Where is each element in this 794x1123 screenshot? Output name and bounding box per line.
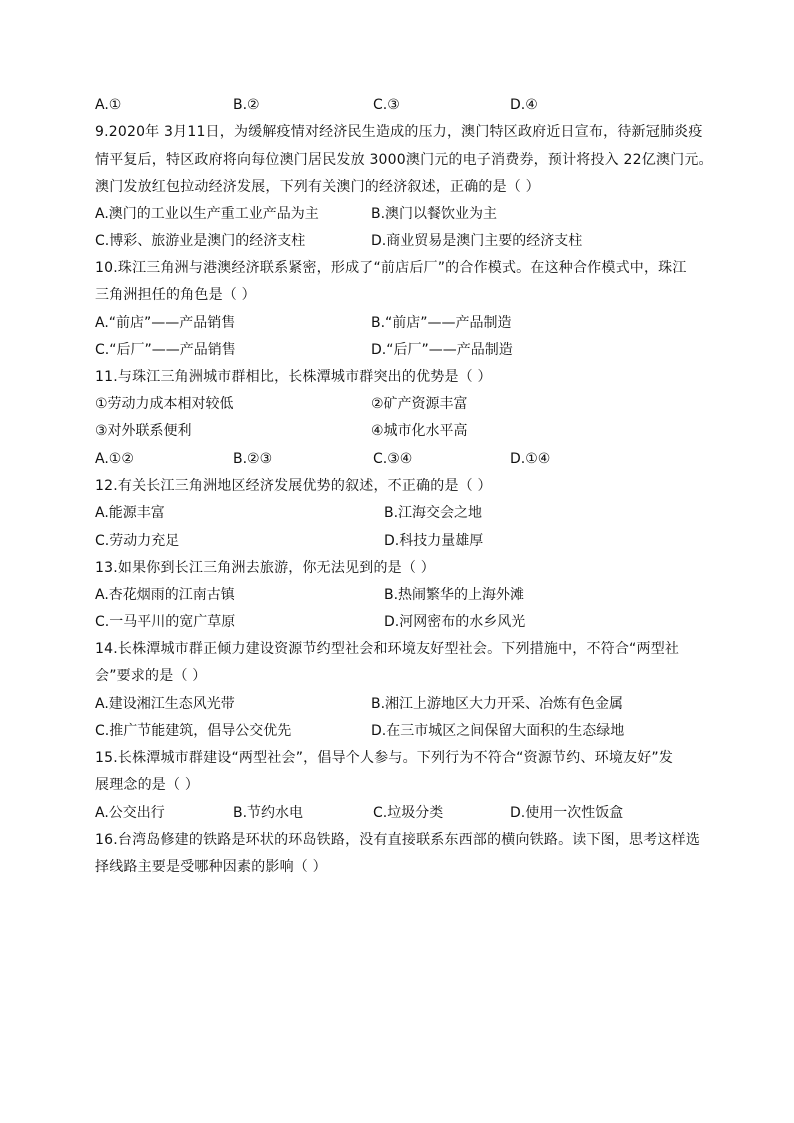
q10-stem-line-2: 三角洲担任的角色是（ ）: [95, 287, 256, 303]
q12-stem: 12.有关长江三角洲地区经济发展优势的叙述，不正确的是（ ）: [95, 478, 492, 494]
q15-option-c: C.垃圾分类: [373, 805, 444, 821]
q16-stem-line-1: 16.台湾岛修建的铁路是环状的环岛铁路，没有直接联系东西部的横向铁路。读下图，思考这样选: [95, 832, 701, 848]
q14-option-a: A.建设湘江生态风光带: [95, 696, 235, 712]
q12-option-d: D.科技力量雄厚: [384, 533, 484, 549]
q12-option-c: C.劳动力充足: [95, 533, 180, 549]
q10-option-d: D.“后厂”——产品制造: [371, 342, 513, 358]
q11-item-2: ②矿产资源丰富: [371, 396, 468, 412]
q9-option-a: A.澳门的工业以生产重工业产品为主: [95, 206, 319, 222]
q8-option-a: A.①: [95, 97, 122, 113]
q8-option-b: B.②: [233, 97, 260, 113]
q14-option-c: C.推广节能建筑，倡导公交优先: [95, 723, 292, 739]
q12-option-a: A.能源丰富: [95, 505, 165, 521]
q11-option-d: D.①④: [510, 451, 551, 467]
q15-option-b: B.节约水电: [233, 805, 304, 821]
q9-stem-line-1: 9.2020年 3月11日，为缓解疫情对经济民生造成的压力，澳门特区政府近日宣布，待新冠肺炎疫: [95, 124, 703, 140]
q10-stem-line-1: 10.珠江三角洲与港澳经济联系紧密，形成了“前店后厂”的合作模式。在这种合作模式中，珠江: [95, 260, 687, 276]
q11-item-3: ③对外联系便利: [95, 423, 192, 439]
q9-option-c: C.博彩、旅游业是澳门的经济支柱: [95, 233, 306, 249]
q8-option-d: D.④: [510, 97, 538, 113]
q13-option-c: C.一马平川的宽广草原: [95, 614, 236, 630]
q10-option-a: A.“前店”——产品销售: [95, 315, 236, 331]
q14-option-d: D.在三市城区之间保留大面积的生态绿地: [371, 723, 625, 739]
q11-stem: 11.与珠江三角洲城市群相比，长株潭城市群突出的优势是（ ）: [95, 369, 492, 385]
q9-stem-line-3: 澳门发放红包拉动经济发展，下列有关澳门的经济叙述，正确的是（ ）: [95, 179, 540, 195]
q11-item-4: ④城市化水平高: [371, 423, 468, 439]
q14-stem-line-2: 会”要求的是（ ）: [95, 668, 207, 684]
q15-stem-line-1: 15.长株潭城市群建设“两型社会”，倡导个人参与。下列行为不符合“资源节约、环境友好”发: [95, 750, 674, 766]
q12-option-b: B.江海交会之地: [384, 505, 483, 521]
q11-item-1: ①劳动力成本相对较低: [95, 396, 234, 412]
q14-stem-line-1: 14.长株潭城市群正倾力建设资源节约型社会和环境友好型社会。下列措施中，不符合“两型社: [95, 641, 680, 657]
q10-option-b: B.“前店”——产品制造: [371, 315, 512, 331]
q15-option-d: D.使用一次性饭盒: [510, 805, 624, 821]
q9-option-b: B.澳门以餐饮业为主: [371, 206, 498, 222]
q11-option-b: B.②③: [233, 451, 273, 467]
q9-stem-line-2: 情平复后，特区政府将向每位澳门居民发放 3000澳门元的电子消费券，预计将投入 22亿澳门元。: [95, 152, 713, 168]
q13-option-a: A.杏花烟雨的江南古镇: [95, 587, 235, 603]
q15-option-a: A.公交出行: [95, 805, 165, 821]
q8-option-c: C.③: [373, 97, 400, 113]
q10-option-c: C.“后厂”——产品销售: [95, 342, 236, 358]
q11-option-a: A.①②: [95, 451, 134, 467]
q13-stem: 13.如果你到长江三角洲去旅游，你无法见到的是（ ）: [95, 560, 435, 576]
q9-option-d: D.商业贸易是澳门主要的经济支柱: [371, 233, 583, 249]
q13-option-b: B.热闹繁华的上海外滩: [384, 587, 525, 603]
q14-option-b: B.湘江上游地区大力开采、冶炼有色金属: [371, 696, 624, 712]
q13-option-d: D.河网密布的水乡风光: [384, 614, 526, 630]
q15-stem-line-2: 展理念的是（ ）: [95, 777, 200, 793]
q16-stem-line-2: 择线路主要是受哪种因素的影响（ ）: [95, 859, 327, 875]
q11-option-c: C.③④: [373, 451, 413, 467]
